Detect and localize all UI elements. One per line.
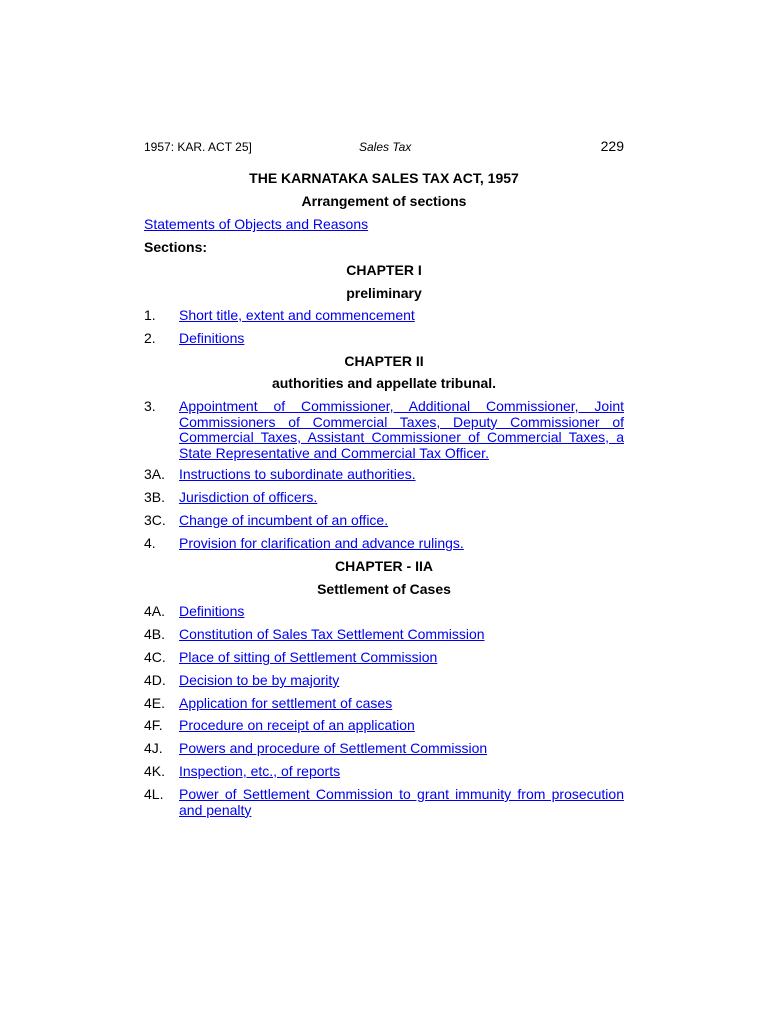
section-link[interactable]: Appointment of Commissioner, Additional Commissioner, Joint Commissioners of Commercial Taxes, Deputy Commissioner of Commercial Taxes, Assistant Commissioner of Commercial Taxes, a State Representative and Commercial Tax Officer. bbox=[179, 398, 624, 461]
section-link[interactable]: Decision to be by majority bbox=[179, 672, 340, 688]
section-link[interactable]: Provision for clarification and advance rulings. bbox=[179, 535, 464, 551]
chapter2-heading: CHAPTER II bbox=[344, 353, 424, 369]
section-row bbox=[144, 787, 624, 819]
statements-link[interactable]: Statements of Objects and Reasons bbox=[144, 216, 369, 232]
section-number: 3A. bbox=[144, 466, 166, 482]
section-row bbox=[144, 308, 624, 331]
section-number: 4F. bbox=[144, 717, 163, 733]
section-number: 1. bbox=[144, 307, 156, 323]
document-body bbox=[144, 170, 624, 819]
section-link[interactable]: Inspection, etc., of reports bbox=[179, 763, 341, 779]
section-link[interactable]: Constitution of Sales Tax Settlement Commission bbox=[179, 626, 485, 642]
section-link[interactable]: Place of sitting of Settlement Commission bbox=[179, 649, 438, 665]
section-number: 3C. bbox=[144, 512, 166, 528]
section-number: 4. bbox=[144, 535, 156, 551]
section-link[interactable]: Procedure on receipt of an application bbox=[179, 717, 415, 733]
section-row bbox=[144, 627, 624, 650]
section-number: 4C. bbox=[144, 649, 166, 665]
chapter2a-subheading: Settlement of Cases bbox=[317, 581, 451, 597]
document-title: THE KARNATAKA SALES TAX ACT, 1957 bbox=[249, 170, 519, 186]
section-row bbox=[144, 536, 624, 558]
section-number: 3B. bbox=[144, 489, 166, 505]
section-row bbox=[144, 399, 624, 467]
sections-label: Sections: bbox=[144, 239, 208, 255]
section-number: 4B. bbox=[144, 626, 166, 642]
section-number: 4J. bbox=[144, 740, 163, 756]
section-number: 4E. bbox=[144, 695, 166, 711]
chapter1-heading: CHAPTER I bbox=[346, 262, 422, 278]
section-link[interactable]: Short title, extent and commencement bbox=[179, 307, 415, 323]
header-act-reference: 1957: KAR. ACT 25] bbox=[144, 140, 252, 154]
section-link[interactable]: Change of incumbent of an office. bbox=[179, 512, 389, 528]
section-number: 4A. bbox=[144, 603, 166, 619]
section-row bbox=[144, 764, 624, 787]
chapter1-subheading: preliminary bbox=[346, 285, 422, 301]
section-number: 4D. bbox=[144, 672, 166, 688]
section-row bbox=[144, 741, 624, 764]
section-link[interactable]: Powers and procedure of Settlement Commission bbox=[179, 740, 488, 756]
chapter2a-heading: CHAPTER - IIA bbox=[335, 558, 433, 574]
section-link[interactable]: Definitions bbox=[179, 330, 245, 346]
section-number: 4L. bbox=[144, 786, 164, 802]
section-row bbox=[144, 696, 624, 718]
section-link[interactable]: Instructions to subordinate authorities. bbox=[179, 466, 416, 482]
section-row bbox=[144, 650, 624, 673]
page-header bbox=[144, 138, 624, 160]
chapter2-subheading: authorities and appellate tribunal. bbox=[271, 375, 497, 391]
section-row bbox=[144, 467, 624, 490]
section-row bbox=[144, 513, 624, 536]
header-subject: Sales Tax bbox=[359, 140, 412, 154]
section-link[interactable]: Power of Settlement Commission to grant immunity from prosecution and penalty bbox=[179, 786, 624, 818]
section-row bbox=[144, 718, 624, 741]
section-row bbox=[144, 673, 624, 696]
section-row bbox=[144, 331, 624, 353]
document-subtitle: Arrangement of sections bbox=[301, 193, 467, 209]
section-number: 2. bbox=[144, 330, 156, 346]
section-link[interactable]: Application for settlement of cases bbox=[179, 695, 393, 711]
section-link[interactable]: Jurisdiction of officers. bbox=[179, 489, 318, 505]
section-number: 3. bbox=[144, 398, 156, 414]
page-number: 229 bbox=[600, 138, 624, 154]
section-row bbox=[144, 604, 624, 627]
section-number: 4K. bbox=[144, 763, 166, 779]
section-row bbox=[144, 490, 624, 513]
section-link[interactable]: Definitions bbox=[179, 603, 245, 619]
